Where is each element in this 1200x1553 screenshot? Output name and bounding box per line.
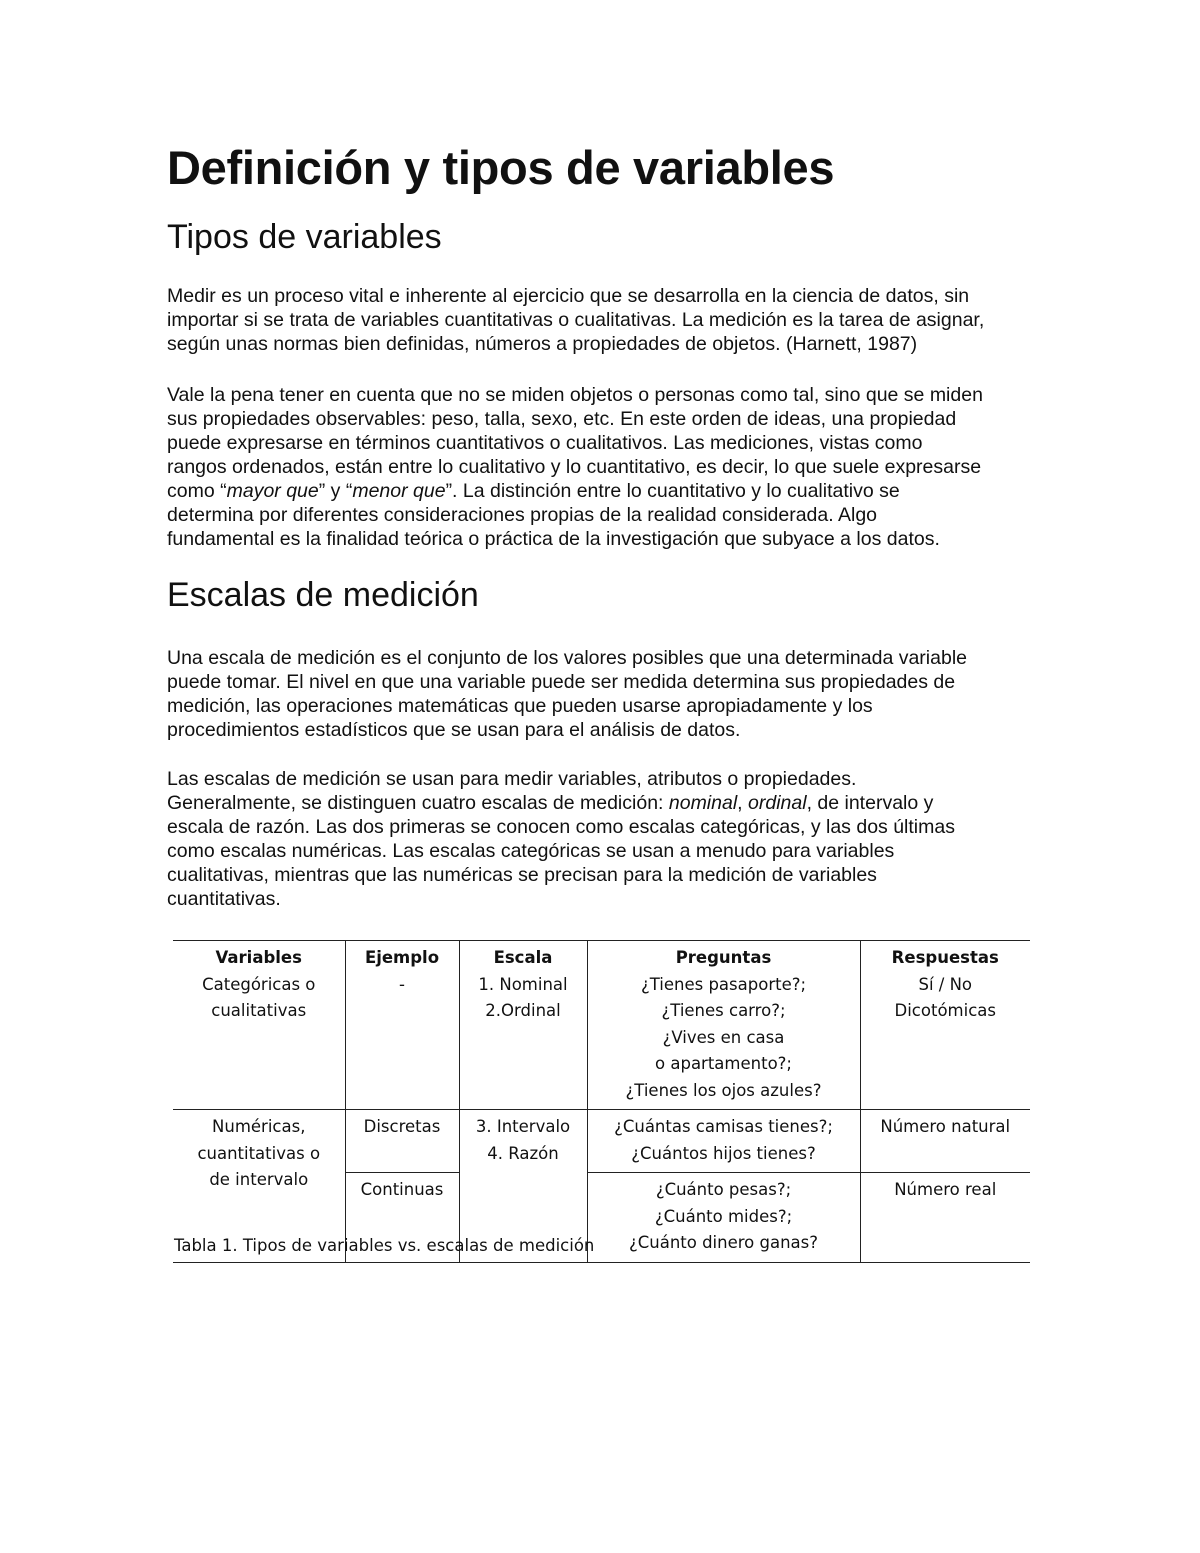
- cell-line: Número natural: [880, 1117, 1011, 1136]
- text-line: importar si se trata de variables cuantitativas o cualitativas. La medición es la tarea de asignar,: [167, 309, 985, 331]
- italic-nominal: nominal: [668, 792, 738, 814]
- cell-line: cualitativas: [211, 1001, 307, 1020]
- cell-line: ¿Tienes pasaporte?;: [640, 974, 807, 994]
- text-line: puede expresarse en términos cuantitativos o cualitativos. Las mediciones, vistas como: [167, 432, 923, 454]
- text-line: cuantitativas.: [167, 888, 281, 910]
- text-line: Medir es un proceso vital e inherente al ejercicio que se desarrolla en la ciencia de datos, sin: [167, 285, 970, 307]
- text-line: [167, 791, 1047, 815]
- text-line: Una escala de medición es el conjunto de los valores posibles que una determinada variable: [167, 647, 967, 669]
- cell-ejemplo-dash: [345, 941, 459, 1110]
- paragraph-vale-la-pena: [167, 383, 1047, 551]
- text-line: fundamental es la finalidad teórica o práctica de la investigación que subyace a los datos.: [167, 528, 940, 550]
- cell-line: -: [399, 974, 405, 994]
- text-line: como escalas numéricas. Las escalas categóricas se usan a menudo para variables: [167, 840, 895, 862]
- cell-variables-categoricas: [173, 941, 345, 1110]
- text-fragment: ”. La distinción entre lo cuantitativo y lo cualitativo se: [445, 480, 900, 502]
- cell-preguntas-continuas: [587, 1173, 860, 1263]
- cell-preguntas-discretas: [587, 1110, 860, 1173]
- cell-line: Número real: [894, 1180, 997, 1199]
- header-ejemplo: Ejemplo: [364, 948, 440, 967]
- text-line: según unas normas bien definidas, números a propiedades de objetos. (Harnett, 1987): [167, 333, 918, 355]
- cell-respuestas-discretas: [860, 1110, 1030, 1173]
- cell-preguntas-categoricas: [587, 941, 860, 1110]
- section-heading-tipos: Tipos de variables: [167, 218, 442, 256]
- section-heading-escalas: Escalas de medición: [167, 576, 479, 614]
- text-line: procedimientos estadísticos que se usan para el análisis de datos.: [167, 719, 741, 741]
- text-line: rangos ordenados, están entre lo cualitativo y lo cuantitativo, es decir, lo que suele expresarse: [167, 456, 982, 478]
- text-fragment: ,: [737, 792, 749, 814]
- header-escala: Escala: [493, 948, 553, 967]
- cell-line: ¿Cuánto mides?;: [654, 1206, 793, 1226]
- cell-line: Categóricas o: [202, 974, 316, 994]
- paragraph-escalas-uso: [167, 767, 1047, 911]
- text-line: [167, 479, 1047, 503]
- header-preguntas: Preguntas: [675, 948, 772, 967]
- header-variables: Variables: [215, 948, 302, 967]
- cell-ejemplo-discretas: [345, 1110, 459, 1173]
- cell-line: Sí / No: [918, 974, 973, 994]
- cell-line: ¿Tienes los ojos azules?: [625, 1080, 822, 1100]
- cell-line: 4. Razón: [487, 1143, 559, 1163]
- cell-respuestas-categoricas: [860, 941, 1030, 1110]
- cell-line: 3. Intervalo: [475, 1117, 571, 1136]
- text-line: sus propiedades observables: peso, talla, sexo, etc. En este orden de ideas, una propiedad: [167, 408, 957, 430]
- cell-line: de intervalo: [209, 1170, 309, 1189]
- header-respuestas: Respuestas: [891, 948, 999, 967]
- italic-mayor-que: mayor que: [226, 480, 319, 502]
- text-fragment: como “: [167, 480, 227, 502]
- text-line: Las escalas de medición se usan para medir variables, atributos o propiedades.: [167, 768, 857, 790]
- cell-line: Discretas: [363, 1117, 441, 1136]
- text-line: Vale la pena tener en cuenta que no se miden objetos o personas como tal, sino que se miden: [167, 384, 983, 406]
- table-caption: Tabla 1. Tipos de variables vs. escalas de medición: [174, 1236, 595, 1255]
- cell-line: o apartamento?;: [655, 1054, 792, 1073]
- text-line: cualitativas, mientras que las numéricas se precisan para la medición de variables: [167, 864, 877, 886]
- cell-line: ¿Cuánto pesas?;: [655, 1180, 792, 1199]
- variables-scales-table: [173, 940, 1030, 1263]
- cell-line: ¿Tienes carro?;: [661, 1001, 786, 1020]
- cell-line: 2.Ordinal: [485, 1001, 561, 1020]
- table-row: [173, 941, 1030, 1110]
- cell-line: 1. Nominal: [478, 974, 568, 994]
- table-row: [173, 1110, 1030, 1173]
- cell-line: cuantitativas o: [197, 1143, 321, 1163]
- cell-line: Numéricas,: [212, 1117, 306, 1136]
- italic-menor-que: menor que: [352, 480, 446, 502]
- cell-line: Continuas: [360, 1180, 444, 1199]
- text-line: medición, las operaciones matemáticas que pueden usarse apropiadamente y los: [167, 695, 873, 717]
- italic-ordinal: ordinal: [748, 792, 807, 814]
- paragraph-escala-definicion: [167, 646, 1047, 742]
- cell-respuestas-continuas: [860, 1173, 1030, 1263]
- text-fragment: , de intervalo y: [806, 792, 934, 814]
- text-fragment: Generalmente, se distinguen cuatro escalas de medición:: [167, 792, 669, 814]
- paragraph-medir: [167, 284, 1047, 356]
- cell-escala-categorica: [459, 941, 587, 1110]
- text-fragment: ” y “: [318, 480, 353, 502]
- cell-line: ¿Cuántas camisas tienes?;: [614, 1117, 833, 1136]
- cell-line: ¿Cuántos hijos tienes?: [631, 1143, 816, 1163]
- text-line: escala de razón. Las dos primeras se conocen como escalas categóricas, y las dos últimas: [167, 816, 955, 838]
- cell-line: ¿Cuánto dinero ganas?: [628, 1233, 819, 1252]
- cell-line: ¿Vives en casa: [662, 1027, 785, 1047]
- text-line: determina por diferentes consideraciones propias de la realidad considerada. Algo: [167, 504, 878, 526]
- cell-line: Dicotómicas: [894, 1001, 996, 1020]
- text-line: puede tomar. El nivel en que una variable puede ser medida determina sus propiedades de: [167, 671, 956, 693]
- document-title: Definición y tipos de variables: [167, 141, 835, 194]
